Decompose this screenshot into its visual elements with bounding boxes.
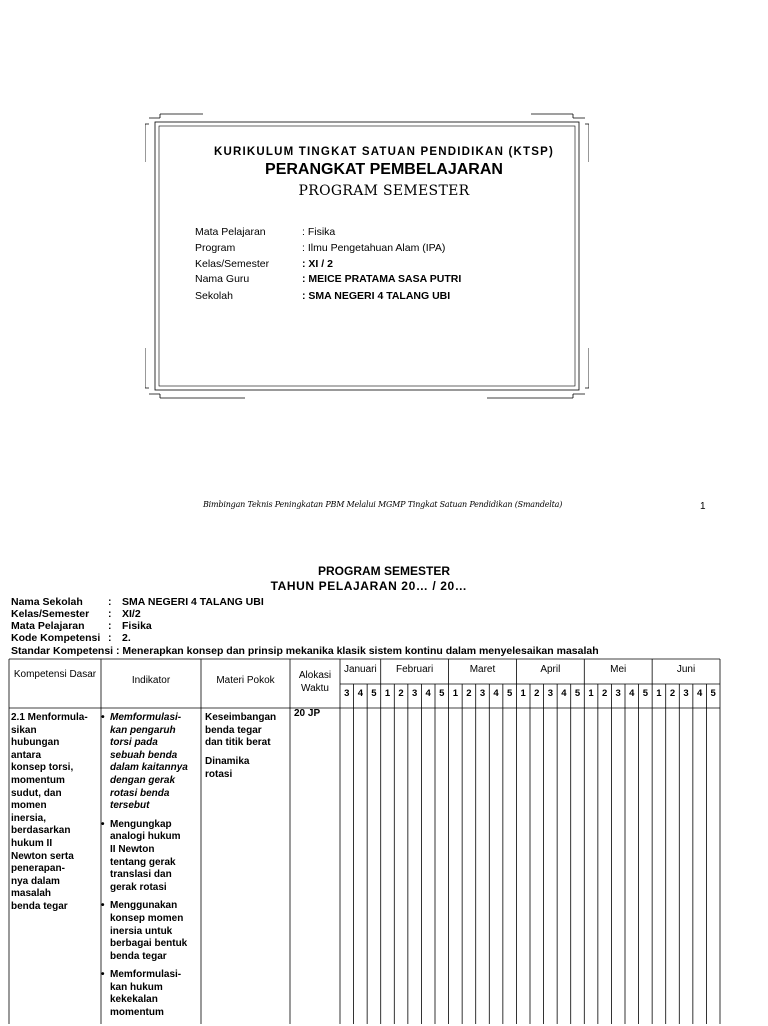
meta-value: XI/2 (122, 608, 141, 620)
week-number: 5 (506, 688, 513, 699)
cover-info-key: Sekolah (195, 290, 233, 302)
cover-subtitle: PROGRAM SEMESTER (298, 183, 470, 199)
week-number: 2 (466, 688, 472, 699)
materi-pokok-item: Keseimbangan benda tegar dan titik berat (205, 712, 277, 749)
week-number: 2 (534, 688, 540, 699)
month-header: Juni (676, 664, 696, 675)
week-number: 4 (561, 688, 567, 699)
week-number: 1 (656, 688, 662, 699)
cover-info-value: : Ilmu Pengetahuan Alam (IPA) (302, 242, 446, 254)
program-title: PROGRAM SEMESTER (317, 564, 450, 578)
cover-curriculum-title: KURIKULUM TINGKAT SATUAN PENDIDIKAN (KTSP) (213, 146, 554, 158)
week-number: 1 (384, 688, 391, 699)
month-header: Mei (610, 664, 627, 675)
indikator-list (103, 712, 199, 1026)
week-number: 4 (493, 688, 499, 699)
indikator-item: • Memformulasi- kan pengaruh torsi pada sebuah benda dalam kaitannya dengan gerak rotasi benda tersebut (103, 712, 199, 813)
cover-info-key: Program (195, 242, 236, 254)
week-number: 3 (683, 688, 689, 699)
alokasi-waktu-cell: 20 JP (294, 708, 321, 719)
meta-value: SMA NEGERI 4 TALANG UBI (122, 596, 264, 608)
cover-main-title: PERANGKAT PEMBELAJARAN (265, 161, 503, 178)
week-number: 1 (588, 688, 594, 699)
cover-info-value: : MEICE PRATAMA SASA PUTRI (302, 273, 462, 285)
week-number: 2 (398, 688, 404, 699)
week-number: 5 (439, 688, 445, 699)
footer-note: Bimbingan Teknis Peningkatan PBM Melalui MGMP Tingkat Satuan Pendidikan (Smandelta) (203, 500, 563, 509)
week-number: 5 (371, 688, 377, 699)
cover-info-value: : SMA NEGERI 4 TALANG UBI (302, 290, 451, 302)
cover-info-value: : Fisika (302, 226, 336, 238)
week-number: 5 (574, 688, 581, 699)
indikator-item: • Memformulasi- kan hukum kekekalan momentum (103, 969, 199, 1019)
cover-info-key: Kelas/Semester (195, 258, 270, 270)
month-header: Maret (469, 664, 496, 675)
indikator-item: • Mengungkap analogi hukum II Newton tentang gerak translasi dan gerak rotasi (103, 819, 199, 895)
cover-info-key: Mata Pelajaran (195, 226, 266, 238)
materi-pokok-item: Dinamika rotasi (205, 756, 250, 780)
header-kompetensi-dasar: Kompetensi Dasar (13, 669, 97, 680)
month-header: Februari (396, 664, 434, 675)
week-number: 5 (710, 688, 716, 699)
month-header: April (540, 664, 561, 675)
header-alokasi-waktu: Alokasi Waktu (298, 670, 332, 694)
week-number: 1 (452, 688, 458, 699)
week-number: 2 (601, 688, 608, 699)
week-number: 3 (411, 688, 418, 699)
meta-key: Nama Sekolah (11, 596, 83, 608)
header-materi-pokok: Materi Pokok (216, 675, 275, 686)
week-number: 1 (520, 688, 526, 699)
week-number: 4 (425, 688, 431, 699)
week-number: 4 (629, 688, 635, 699)
week-number: 3 (547, 688, 553, 699)
program-year: TAHUN PELAJARAN 20… / 20… (270, 579, 468, 593)
meta-key: Mata Pelajaran (11, 620, 85, 632)
page-number: 1 (700, 501, 706, 512)
header-indikator: Indikator (131, 675, 171, 686)
meta-value: 2. (122, 632, 131, 644)
week-number: 4 (357, 688, 363, 699)
meta-key: Kode Kompetensi (11, 632, 101, 644)
indikator-item: • Menggunakan konsep momen inersia untuk berbagai bentuk benda tegar (103, 900, 199, 963)
cover-info-key: Nama Guru (195, 273, 250, 285)
kompetensi-dasar-cell: 2.1 Menformula- sikan hubungan antara konsep torsi, momentum sudut, dan momen inersia, berdasarkan hukum II Newton serta penerapan- nya dalam masalah benda tegar (11, 712, 88, 912)
meta-value: Fisika (122, 620, 152, 632)
meta-key: Kelas/Semester (11, 608, 90, 620)
week-number: 3 (479, 688, 486, 699)
week-number: 4 (696, 688, 703, 699)
cover-info-value: : XI / 2 (302, 258, 333, 270)
standar-kompetensi: Standar Kompetensi : Menerapkan konsep dan prinsip mekanika klasik sistem kontinu dalam menyelesaikan masalah (11, 645, 599, 657)
week-number: 3 (615, 688, 621, 699)
week-number: 3 (344, 688, 350, 699)
month-header: Januari (343, 664, 377, 675)
week-number: 5 (642, 688, 648, 699)
week-number: 2 (669, 688, 676, 699)
